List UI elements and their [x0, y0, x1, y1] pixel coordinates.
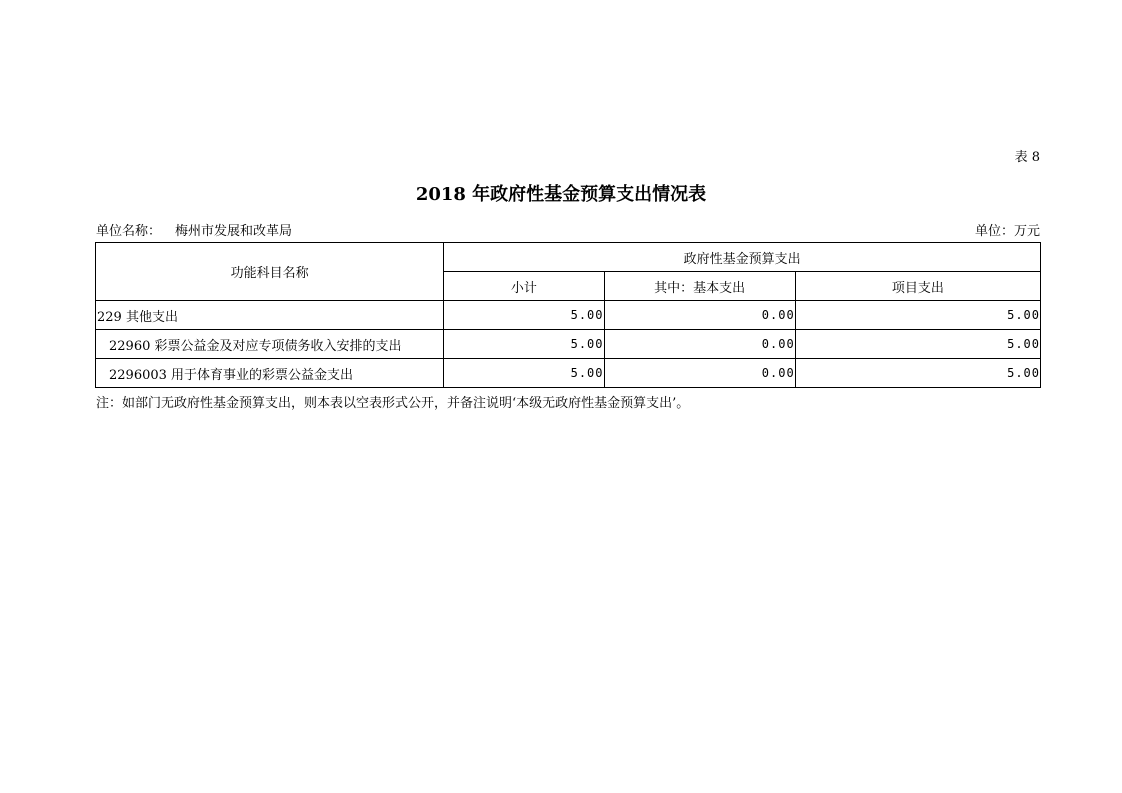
table-header-row [96, 243, 1041, 272]
table-row [96, 359, 1041, 388]
header-function-name: 功能科目名称 [96, 243, 444, 301]
organization-line [96, 220, 292, 239]
header-basic: 其中：基本支出 [604, 272, 795, 301]
row-subtotal: 5.00 [444, 359, 604, 388]
row-project: 5.00 [795, 359, 1040, 388]
row-name: 2296003 用于体育事业的彩票公益金支出 [96, 359, 444, 388]
budget-table [95, 242, 1041, 388]
row-subtotal: 5.00 [444, 330, 604, 359]
row-basic: 0.00 [604, 330, 795, 359]
row-basic: 0.00 [604, 301, 795, 330]
table-row [96, 330, 1041, 359]
row-basic: 0.00 [604, 359, 795, 388]
row-project: 5.00 [795, 330, 1040, 359]
currency-unit: 单位：万元 [974, 224, 1040, 239]
table-row [96, 301, 1041, 330]
row-subtotal: 5.00 [444, 301, 604, 330]
footnote: 注：如部门无政府性基金预算支出，则本表以空表形式公开，并备注说明‘本级无政府性基金预算支出’。 [96, 396, 690, 411]
header-subtotal: 小计 [444, 272, 604, 301]
row-name: 229 其他支出 [96, 301, 444, 330]
header-project: 项目支出 [795, 272, 1040, 301]
row-project: 5.00 [795, 301, 1040, 330]
organization-name: 梅州市发展和改革局 [175, 224, 293, 239]
page-title: 2018 年政府性基金预算支出情况表 [415, 184, 707, 205]
table-number: 表 8 [1014, 150, 1040, 165]
header-fund-expenditure: 政府性基金预算支出 [444, 243, 1041, 272]
organization-label: 单位名称： [96, 224, 162, 239]
row-name: 22960 彩票公益金及对应专项债务收入安排的支出 [96, 330, 444, 359]
